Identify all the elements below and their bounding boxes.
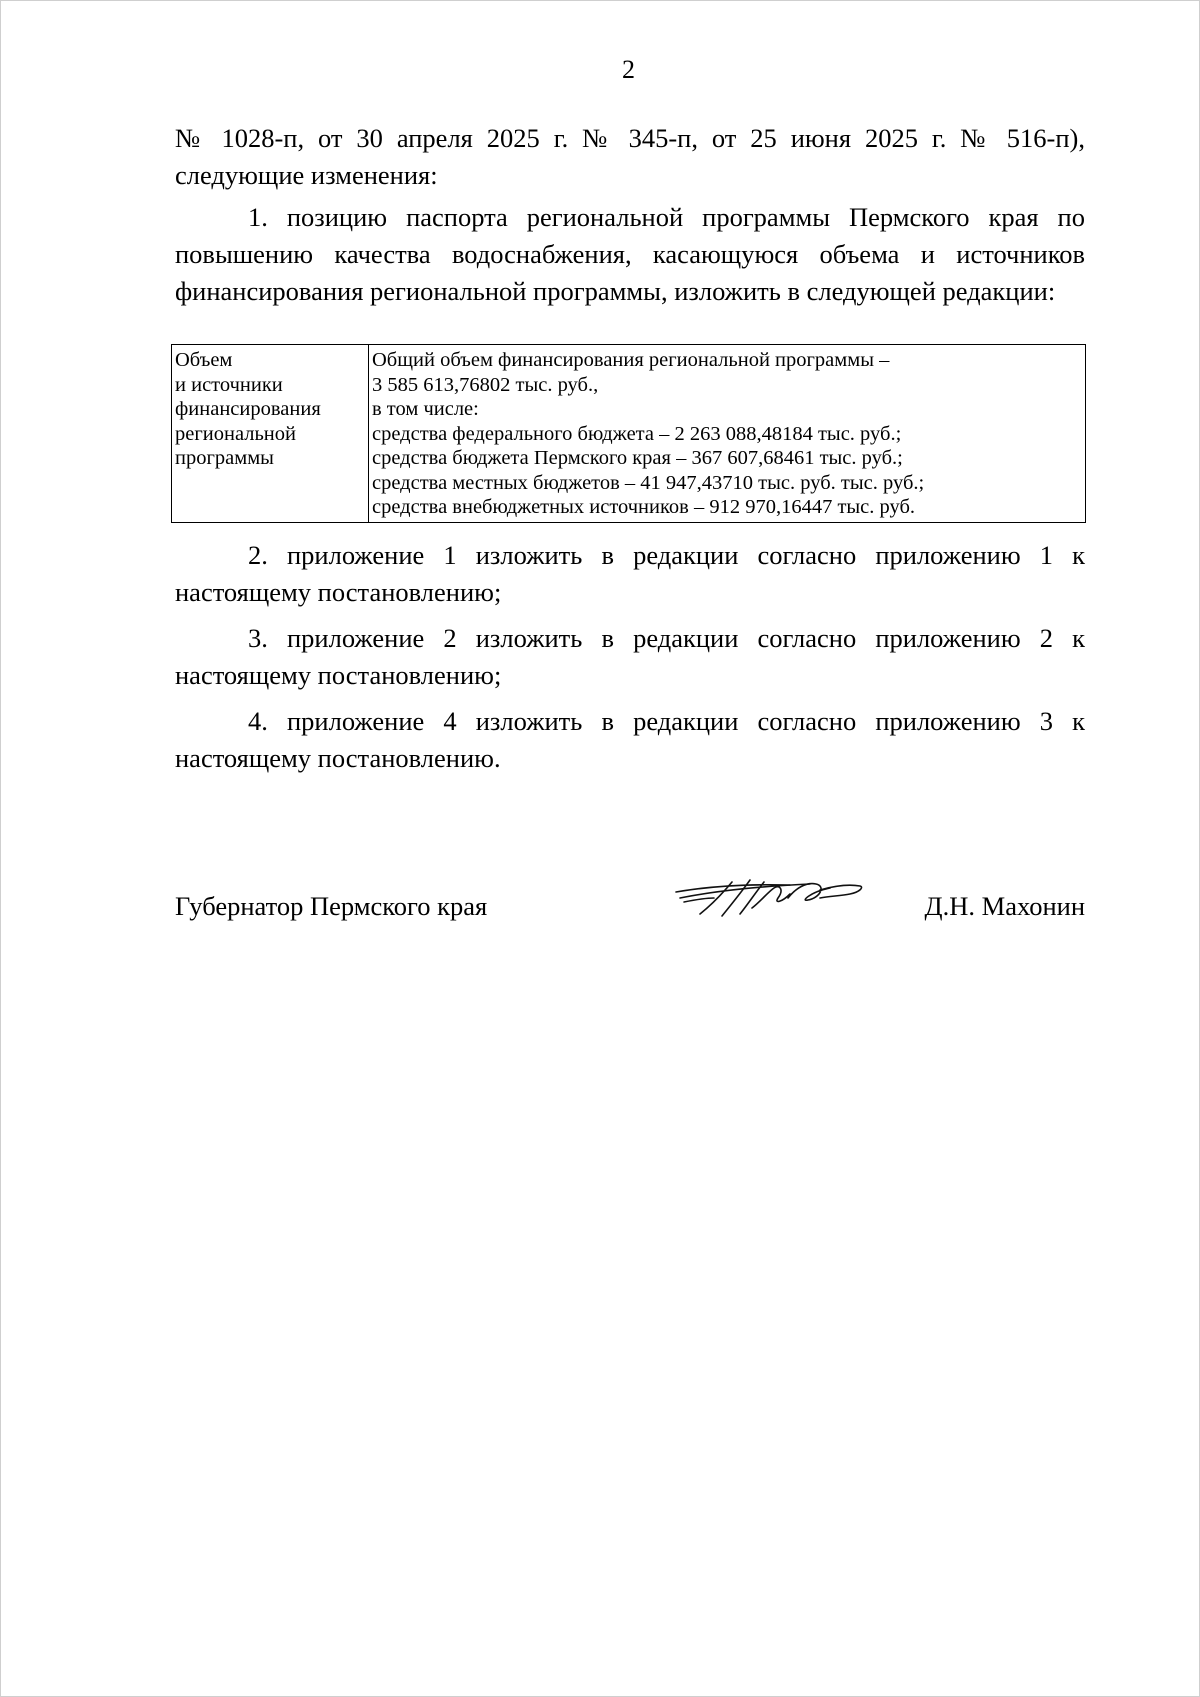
intro-line-1: № 1028-п, от 30 апреля 2025 г. № 345-п, от 25 июня 2025 г. № 516-п), bbox=[175, 123, 1085, 153]
label-line: и источники bbox=[175, 373, 283, 396]
item-3-paragraph: 3. приложение 2 изложить в редакции согласно приложению 2 к настоящему постановлению; bbox=[175, 623, 1085, 690]
intro-block bbox=[175, 120, 1085, 310]
value-line: средства внебюджетных источников – 912 970,16447 тыс. руб. bbox=[372, 496, 916, 518]
value-line: средства федерального бюджета – 2 263 088,48184 тыс. руб.; bbox=[372, 422, 902, 445]
page-number: 2 bbox=[622, 55, 635, 84]
value-line: Общий объем финансирования региональной программы – bbox=[372, 349, 890, 371]
handwritten-signature bbox=[670, 868, 870, 928]
item-1-paragraph: 1. позицию паспорта региональной программы Пермского края по повышению качества водоснабжения, касающуюся объема и источников финансирования региональной программы, изложить в следующей редакции: bbox=[175, 202, 1085, 306]
passport-value-cell bbox=[369, 345, 1086, 523]
intro-line-2: следующие изменения: bbox=[175, 160, 438, 190]
signatory-position: Губернатор Пермского края bbox=[175, 891, 488, 921]
passport-table-row bbox=[172, 345, 1086, 523]
signatory-name: Д.Н. Махонин bbox=[924, 891, 1085, 921]
value-line: средства бюджета Пермского края – 367 607,68461 тыс. руб.; bbox=[372, 447, 903, 469]
item-2-paragraph: 2. приложение 1 изложить в редакции согласно приложению 1 к настоящему постановлению; bbox=[175, 540, 1085, 607]
label-line: финансирования bbox=[175, 398, 321, 420]
label-line: программы bbox=[175, 447, 274, 469]
label-line: региональной bbox=[175, 422, 296, 445]
item-4-paragraph: 4. приложение 4 изложить в редакции согласно приложению 3 к настоящему постановлению. bbox=[175, 706, 1085, 773]
value-line: 3 585 613,76802 тыс. руб., bbox=[372, 373, 599, 396]
label-line: Объем bbox=[175, 349, 233, 371]
value-line: средства местных бюджетов – 41 947,43710 тыс. руб. тыс. руб.; bbox=[372, 471, 925, 494]
value-line: в том числе: bbox=[372, 398, 479, 420]
passport-table bbox=[171, 344, 1086, 523]
passport-label-cell bbox=[172, 345, 369, 523]
items-block bbox=[175, 537, 1085, 777]
